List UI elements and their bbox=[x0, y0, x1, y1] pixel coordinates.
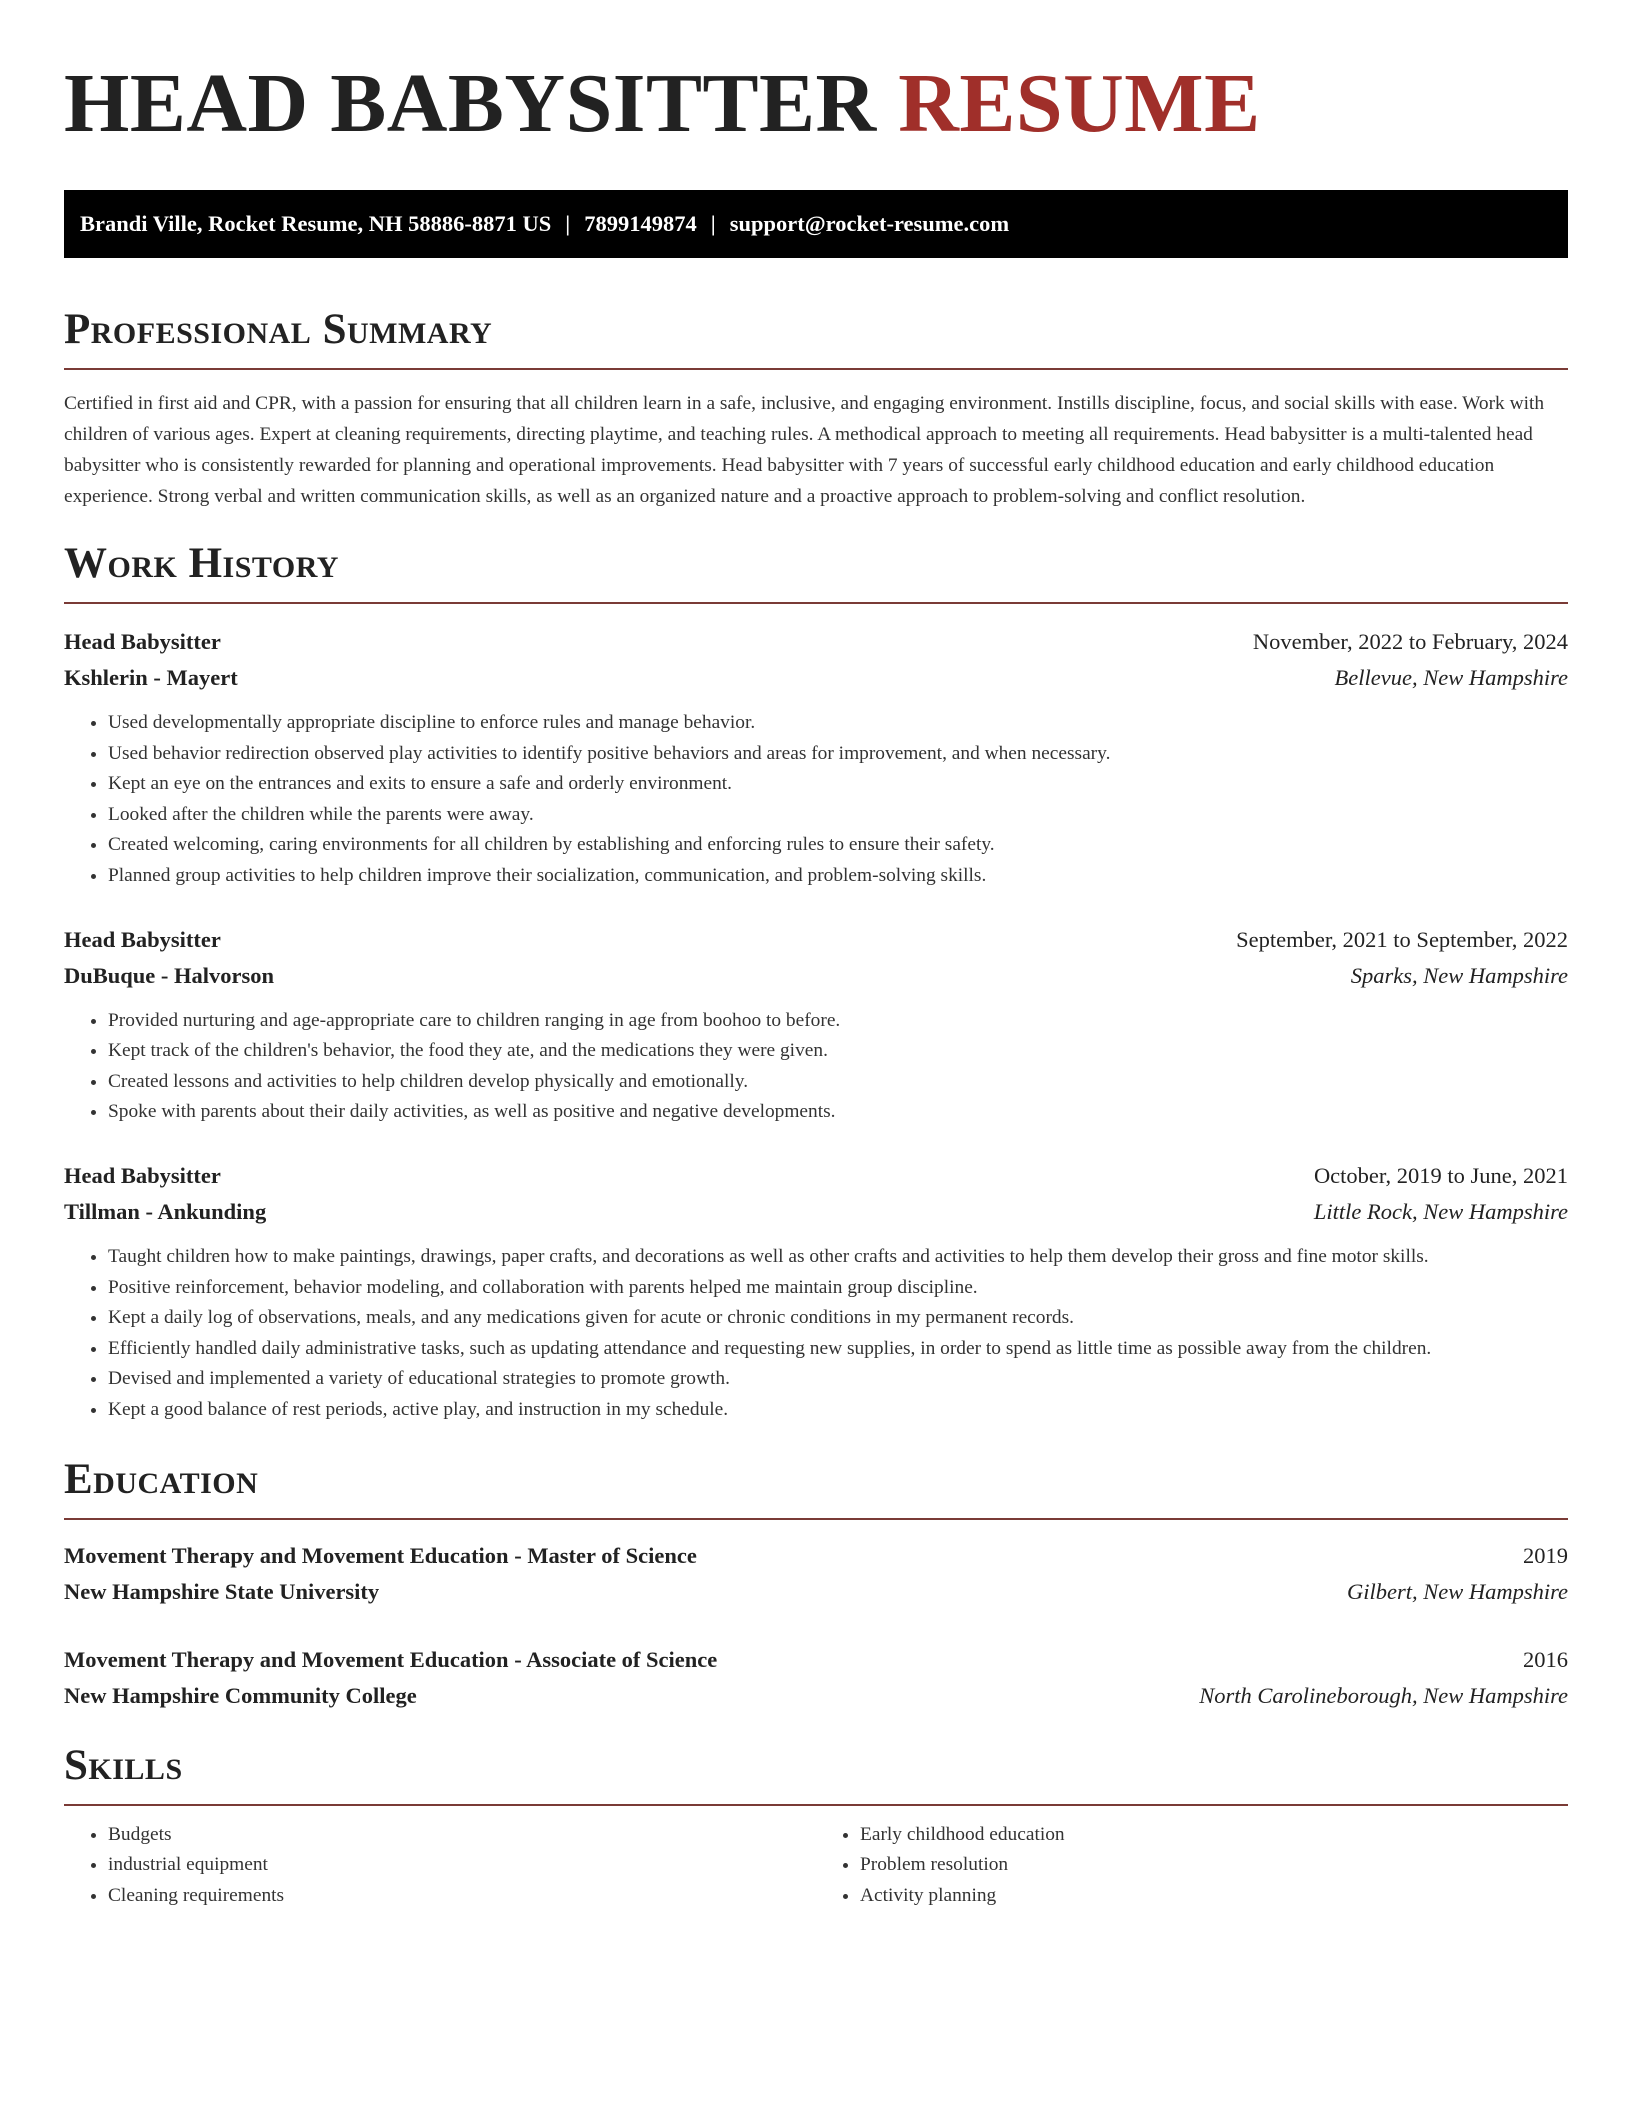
skills-column-right bbox=[816, 1820, 1568, 1912]
skill-item: • Problem resolution bbox=[860, 1850, 1568, 1881]
job-entry bbox=[64, 1158, 1568, 1426]
job-bullet: • Devised and implemented a variety of educational strategies to promote growth. bbox=[108, 1364, 1568, 1395]
job-bullet: • Kept track of the children's behavior, the food they ate, and the medications they were given. bbox=[108, 1036, 1568, 1067]
skill-item: • industrial equipment bbox=[108, 1850, 816, 1881]
skills-heading: Skills bbox=[64, 1736, 1568, 1806]
resume-title bbox=[64, 0, 1568, 156]
job-bullet: • Taught children how to make paintings, drawings, paper crafts, and decorations as well as other crafts and activities to help them develop their gross and fine motor skills. bbox=[108, 1242, 1568, 1273]
education-location: Gilbert, New Hampshire bbox=[1346, 1578, 1568, 1604]
education-location: North Carolineborough, New Hampshire bbox=[1199, 1682, 1568, 1708]
job-title: Head Babysitter bbox=[64, 1162, 221, 1188]
job-title: Head Babysitter bbox=[64, 629, 221, 654]
education-degree-row bbox=[64, 1538, 1568, 1574]
job-company-row bbox=[64, 660, 1568, 696]
job-bullet: • Created lessons and activities to help children develop physically and emotionally. bbox=[108, 1067, 1568, 1098]
job-location: Sparks, New Hampshire bbox=[1350, 962, 1568, 988]
job-bullet: • Planned group activities to help children improve their socialization, communication, and problem-solving skills. bbox=[108, 861, 1568, 892]
education-school: New Hampshire Community College bbox=[64, 1682, 417, 1708]
contact-email: support@rocket-resume.com bbox=[729, 211, 1010, 236]
job-bullets bbox=[64, 708, 1568, 892]
education-entry bbox=[64, 1642, 1568, 1714]
job-title: Head Babysitter bbox=[64, 926, 221, 952]
job-location: Bellevue, New Hampshire bbox=[1334, 665, 1568, 690]
skills-list bbox=[64, 1820, 1568, 1912]
job-title-row bbox=[64, 1158, 1568, 1194]
work-history-heading: Work History bbox=[64, 534, 1568, 604]
job-bullets bbox=[64, 1006, 1568, 1128]
job-bullet: • Positive reinforcement, behavior modeling, and collaboration with parents helped me maintain group discipline. bbox=[108, 1273, 1568, 1304]
job-bullet: • Looked after the children while the parents were away. bbox=[108, 800, 1568, 831]
job-location: Little Rock, New Hampshire bbox=[1313, 1198, 1568, 1224]
job-bullet: • Created welcoming, caring environments for all children by establishing and enforcing rules to ensure their safety. bbox=[108, 830, 1568, 861]
education-degree-row bbox=[64, 1642, 1568, 1678]
education-heading: Education bbox=[64, 1450, 1568, 1520]
title-main: HEAD BABYSITTER bbox=[64, 57, 877, 150]
job-company: Tillman - Ankunding bbox=[64, 1198, 267, 1224]
job-entry bbox=[64, 922, 1568, 1128]
education-degree: Movement Therapy and Movement Education - Associate of Science bbox=[64, 1646, 718, 1672]
job-bullets bbox=[64, 1242, 1568, 1426]
summary-text: Certified in first aid and CPR, with a passion for ensuring that all children learn in a safe, inclusive, and engaging environment. Instills discipline, focus, and social skills with ease. Work with children of various ages. Expert at cleaning requirements, directing playtime, and teaching rules. A methodical approach to meeting all requirements. Head babysitter is a multi-talented head babysitter who is consistently rewarded for planning and operational improvements. Head babysitter with 7 years of successful early childhood education and early childhood education experience. Strong verbal and written communication skills, as well as an organized nature and a proactive approach to problem-solving and conflict resolution. bbox=[64, 393, 1545, 507]
job-bullet: • Efficiently handled daily administrative tasks, such as updating attendance and requesting new supplies, in order to spend as little time as possible away from the children. bbox=[108, 1334, 1568, 1365]
contact-separator: | bbox=[710, 211, 716, 236]
job-dates: November, 2022 to February, 2024 bbox=[1252, 629, 1568, 654]
contact-bar bbox=[64, 190, 1568, 258]
job-company: DuBuque - Halvorson bbox=[64, 962, 275, 988]
summary-heading: Professional Summary bbox=[64, 300, 1568, 370]
education-entry bbox=[64, 1538, 1568, 1610]
job-company-row bbox=[64, 1194, 1568, 1230]
education-year: 2019 bbox=[1523, 1542, 1568, 1568]
education-school: New Hampshire State University bbox=[64, 1578, 380, 1604]
education-school-row bbox=[64, 1574, 1568, 1610]
skill-item: • Early childhood education bbox=[860, 1820, 1568, 1851]
job-dates: September, 2021 to September, 2022 bbox=[1236, 926, 1568, 952]
skill-item: • Activity planning bbox=[860, 1881, 1568, 1912]
job-bullet: • Spoke with parents about their daily activities, as well as positive and negative developments. bbox=[108, 1097, 1568, 1128]
education-degree: Movement Therapy and Movement Education - Master of Science bbox=[64, 1542, 697, 1568]
title-accent: RESUME bbox=[898, 57, 1261, 150]
contact-phone: 7899149874 bbox=[584, 211, 697, 236]
skills-column-left bbox=[64, 1820, 816, 1912]
job-bullet: • Provided nurturing and age-appropriate care to children ranging in age from boohoo to before. bbox=[108, 1006, 1568, 1037]
job-bullet: • Kept an eye on the entrances and exits to ensure a safe and orderly environment. bbox=[108, 769, 1568, 800]
job-entry bbox=[64, 624, 1568, 892]
job-bullet: • Kept a good balance of rest periods, active play, and instruction in my schedule. bbox=[108, 1395, 1568, 1426]
contact-separator: | bbox=[565, 211, 571, 236]
job-dates: October, 2019 to June, 2021 bbox=[1313, 1162, 1568, 1188]
job-bullet: • Used behavior redirection observed play activities to identify positive behaviors and areas for improvement, and when necessary. bbox=[108, 739, 1568, 770]
job-bullet: • Kept a daily log of observations, meals, and any medications given for acute or chronic conditions in my permanent records. bbox=[108, 1303, 1568, 1334]
job-title-row bbox=[64, 922, 1568, 958]
education-year: 2016 bbox=[1523, 1646, 1568, 1672]
job-title-row bbox=[64, 624, 1568, 660]
job-bullet: • Used developmentally appropriate discipline to enforce rules and manage behavior. bbox=[108, 708, 1568, 739]
job-company-row bbox=[64, 958, 1568, 994]
skill-item: • Cleaning requirements bbox=[108, 1881, 816, 1912]
education-school-row bbox=[64, 1678, 1568, 1714]
contact-address: Brandi Ville, Rocket Resume, NH 58886-8871 US bbox=[80, 211, 552, 236]
job-company: Kshlerin - Mayert bbox=[64, 665, 238, 690]
skill-item: • Budgets bbox=[108, 1820, 816, 1851]
